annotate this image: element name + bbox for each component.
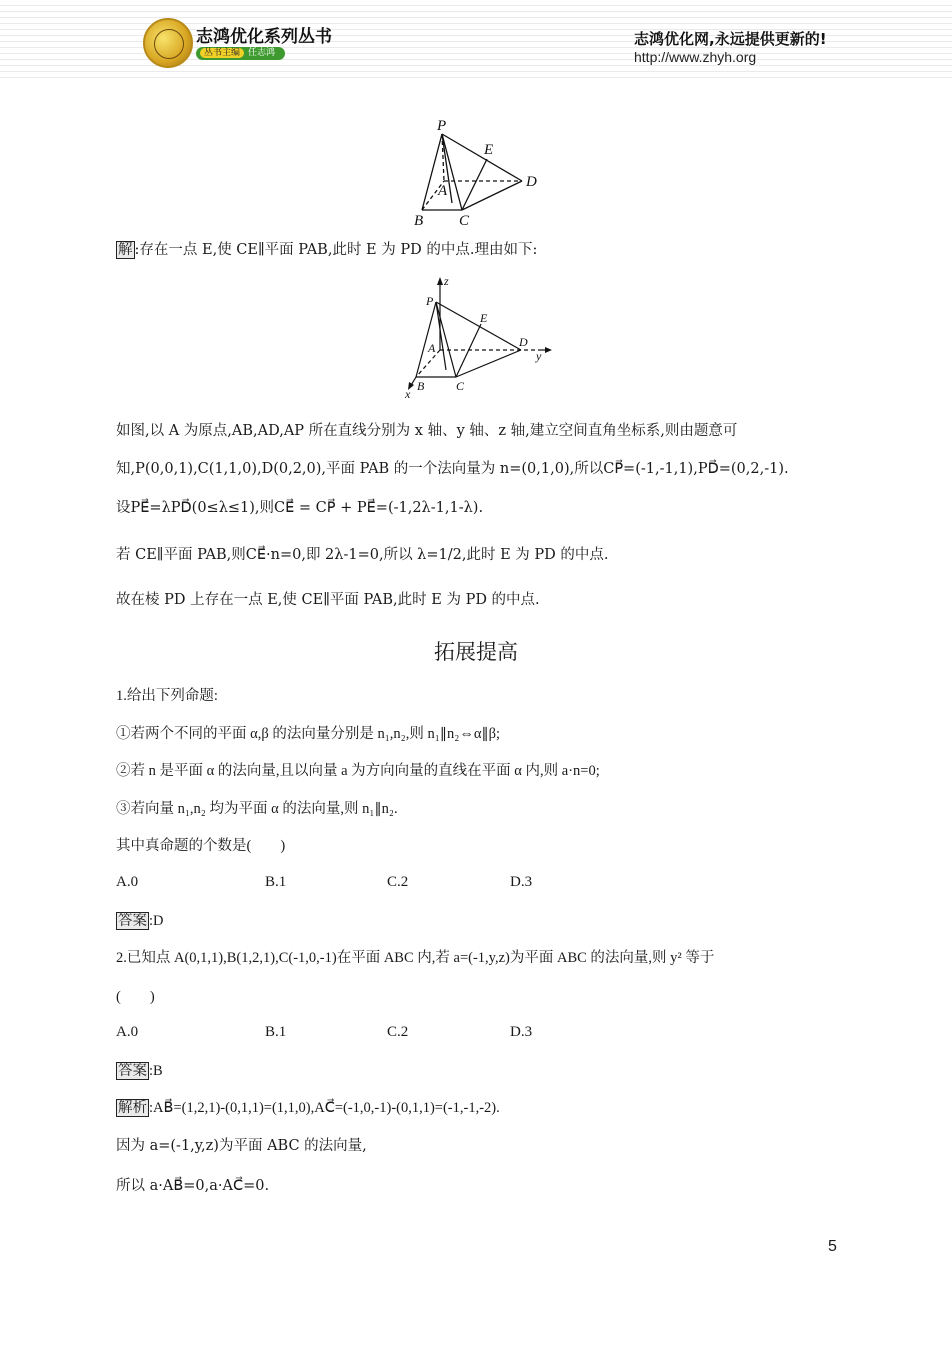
analysis-tag: 解析 <box>118 1100 147 1116</box>
q1-question: 其中真命题的个数是( ) <box>116 838 286 854</box>
q2-option-c[interactable]: C.2 <box>387 1024 409 1040</box>
solution-tag: 解 <box>118 242 133 258</box>
solution-line-4: 设PE⃗=λPD⃗(0≤λ≤1),则CE⃗ = CP⃗ + PE⃗=(-1,2λ-1,1-λ). <box>116 500 484 516</box>
q1-option-d[interactable]: D.3 <box>510 874 533 890</box>
q1-statement-2: ②若 n 是平面 α 的法向量,且以向量 a 为方向向量的直线在平面 α 内,则 a·n=0; <box>116 763 600 779</box>
label-A: A <box>438 183 448 199</box>
svg-text:E: E <box>480 311 488 325</box>
label-C: C <box>459 213 470 229</box>
label-B: B <box>414 213 424 229</box>
header-url[interactable]: http://www.zhyh.org <box>634 49 757 65</box>
pyramid-figure-1 <box>410 115 550 230</box>
pyramid-figure-2 <box>400 272 560 402</box>
q2-analysis-2: 因为 a=(-1,y,z)为平面 ABC 的法向量, <box>116 1138 367 1154</box>
svg-text:D: D <box>519 335 528 349</box>
svg-text:A: A <box>428 341 436 355</box>
solution-line-3: 知,P(0,0,1),C(1,1,0),D(0,2,0),平面 PAB 的一个法向量为 n=(0,1,0),所以CP⃗=(-1,-1,1),PD⃗=(0,2,-1). <box>116 461 789 477</box>
svg-text:P: P <box>426 294 434 308</box>
section-title: 拓展提高 <box>434 640 518 664</box>
q2-option-d[interactable]: D.3 <box>510 1024 533 1040</box>
solution-line-2: 如图,以 A 为原点,AB,AD,AP 所在直线分别为 x 轴、y 轴、z 轴,建立空间直角坐标系,则由题意可 <box>116 423 738 439</box>
answer-tag: 答案 <box>118 913 147 929</box>
q2-option-b[interactable]: B.1 <box>265 1024 287 1040</box>
q1-statement-3: ③若向量 n₁,n₂ 均为平面 α 的法向量,则 n₁∥n₂. <box>116 801 398 817</box>
svg-text:y: y <box>536 349 542 363</box>
q2-analysis-3: 所以 a·AB⃗=0,a·AC⃗=0. <box>116 1178 270 1194</box>
label-D: D <box>526 174 537 190</box>
q1-stem: 1.给出下列命题: <box>116 688 218 704</box>
q2-analysis-1: 解析 :AB⃗=(1,2,1)-(0,1,1)=(1,1,0),AC⃗=(-1,0,-1)-(0,1,1)=(-1,-1,-2). <box>118 1100 500 1116</box>
svg-text:z: z <box>444 274 449 288</box>
solution-line-5: 若 CE∥平面 PAB,则CE⃗·n=0,即 2λ-1=0,所以 λ=1/2,此时 E 为 PD 的中点. <box>116 547 609 563</box>
solution-line-1: 解 :存在一点 E,使 CE∥平面 PAB,此时 E 为 PD 的中点.理由如下: <box>118 242 538 258</box>
page-header <box>0 0 952 80</box>
q1-statement-1: ①若两个不同的平面 α,β 的法向量分别是 n₁,n₂,则 n₁∥n₂⇔α∥β; <box>116 726 501 742</box>
brand-logo-icon <box>143 18 193 68</box>
page-number: 5 <box>828 1238 837 1255</box>
svg-text:x: x <box>405 387 411 401</box>
q1-option-c[interactable]: C.2 <box>387 874 409 890</box>
header-slogan: 志鸿优化网,永远提供更新的! <box>634 30 827 48</box>
solution-line-6: 故在棱 PD 上存在一点 E,使 CE∥平面 PAB,此时 E 为 PD 的中点. <box>116 592 540 608</box>
q1-option-b[interactable]: B.1 <box>265 874 287 890</box>
answer-tag: 答案 <box>118 1063 147 1079</box>
q1-option-a[interactable]: A.0 <box>116 874 139 890</box>
label-E: E <box>484 142 494 158</box>
q2-paren: ( ) <box>116 989 155 1005</box>
svg-text:C: C <box>456 379 465 393</box>
brand-subtitle: 丛书主编 任志鸿 <box>196 47 285 60</box>
brand-title: 志鸿优化系列丛书 <box>196 27 332 47</box>
q2-stem: 2.已知点 A(0,1,1),B(1,2,1),C(-1,0,-1)在平面 ABC 内,若 a=(-1,y,z)为平面 ABC 的法向量,则 y² 等于 <box>116 950 715 966</box>
svg-text:B: B <box>417 379 425 393</box>
q2-option-a[interactable]: A.0 <box>116 1024 139 1040</box>
q1-answer: 答案 :D <box>118 913 164 929</box>
label-P: P <box>437 118 447 134</box>
q2-answer: 答案 :B <box>118 1063 163 1079</box>
